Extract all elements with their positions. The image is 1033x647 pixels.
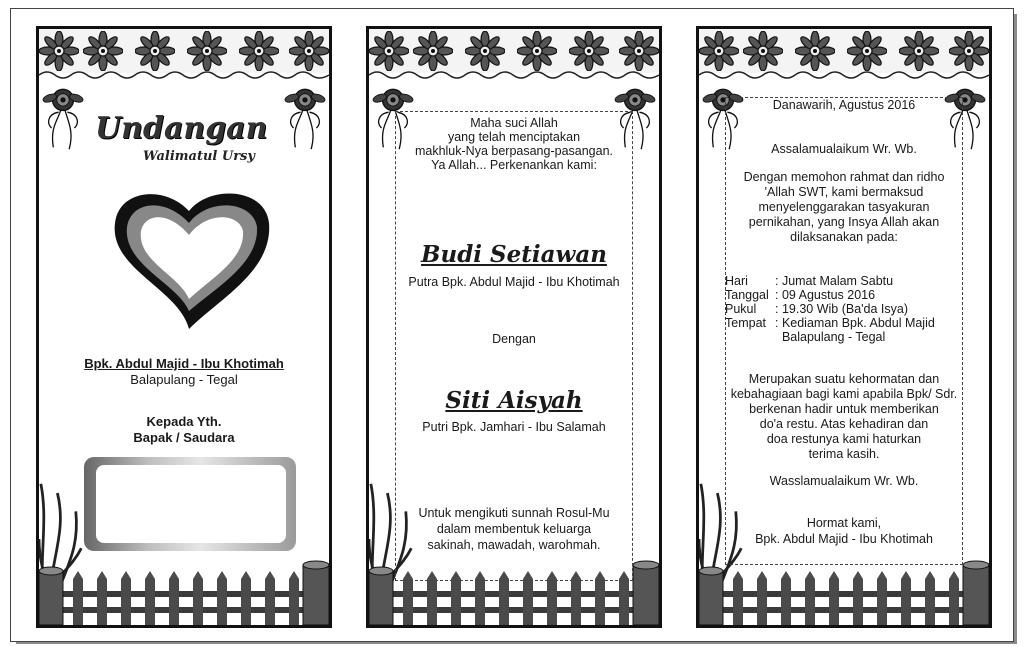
intro-line-3: menyelenggarakan tasyakuran: [758, 200, 930, 214]
intro-line-1: Dengan memohon rahmat dan ridho: [743, 170, 945, 184]
opening-line-1: Maha suci Allah: [470, 116, 558, 130]
rose-corner-icon: [42, 89, 84, 149]
bride-parents: Putri Bpk. Jamhari - Ibu Salamah: [422, 420, 606, 434]
opening-line-2: yang telah menciptakan: [447, 130, 581, 144]
detail-row-day: Hari : Jumat Malam Sabtu: [725, 274, 894, 288]
event-details: [725, 274, 935, 344]
intro-line-4: pernikahan, yang Insya Allah akan: [748, 215, 940, 229]
envelope-label-icon: [84, 457, 296, 551]
cover-subtitle: Walimatul Ursy: [143, 149, 255, 164]
detail-row-time: Pukul : 19.30 Wib (Ba'da Isya): [725, 302, 909, 316]
honor-line-3: berkenan hadir untuk memberikan: [749, 402, 939, 416]
cover-parents: Bpk. Abdul Majid - Ibu Khotimah: [84, 356, 284, 371]
opening-line-4: Ya Allah... Perkenankan kami:: [431, 158, 597, 172]
honor-line-1: Merupakan suatu kehormatan dan: [748, 372, 940, 386]
honor-line-2: kebahagiaan bagi kami apabila Bpk/ Sdr.: [730, 387, 958, 401]
cover-title: Undangan: [95, 111, 268, 146]
heart-icon: [109, 179, 279, 339]
honor-line-5: doa restunya kami haturkan: [766, 432, 922, 446]
detail-row-place-cont: Balapulang - Tegal: [775, 330, 886, 344]
groom-parents: Putra Bpk. Abdul Majid - Ibu Khotimah: [408, 275, 620, 289]
honor-line-4: do'a restu. Atas kehadiran dan: [759, 417, 929, 431]
detail-row-date: Tanggal : 09 Agustus 2016: [725, 288, 876, 302]
farewell: Wasslamualaikum Wr. Wb.: [769, 474, 919, 488]
opening-line-3: makhluk-Nya berpasang-pasangan.: [414, 144, 614, 158]
detail-row-place: Tempat : Kediaman Bpk. Abdul Majid: [725, 316, 935, 330]
honor-line-6: terima kasih.: [808, 447, 880, 461]
cover-to-line1: Kepada Yth.: [146, 414, 222, 429]
regards: Hormat kami,: [806, 516, 882, 530]
address-label-box: [96, 465, 286, 543]
fence-icon: [39, 561, 329, 625]
closing-line-3: sakinah, mawadah, warohmah.: [427, 538, 601, 552]
intro-line-5: dilaksanakan pada:: [790, 230, 898, 244]
panel-cover: [36, 26, 332, 628]
signature: Bpk. Abdul Majid - Ibu Khotimah: [755, 532, 933, 546]
panel-details: [696, 26, 992, 628]
panel-couple: [366, 26, 662, 628]
groom-name: Budi Setiawan: [421, 241, 607, 268]
intro-line-2: 'Allah SWT, kami bermaksud: [764, 185, 924, 199]
bride-name: Siti Aisyah: [445, 387, 583, 414]
greeting: Assalamualaikum Wr. Wb.: [771, 142, 917, 156]
date-place: Danawarih, Agustus 2016: [772, 98, 916, 112]
cover-to-line2: Bapak / Saudara: [133, 430, 235, 445]
closing-line-1: Untuk mengikuti sunnah Rosul-Mu: [418, 506, 610, 520]
with-label: Dengan: [492, 332, 536, 346]
cover-location: Balapulang - Tegal: [130, 372, 238, 387]
closing-line-2: dalam membentuk keluarga: [436, 522, 592, 536]
